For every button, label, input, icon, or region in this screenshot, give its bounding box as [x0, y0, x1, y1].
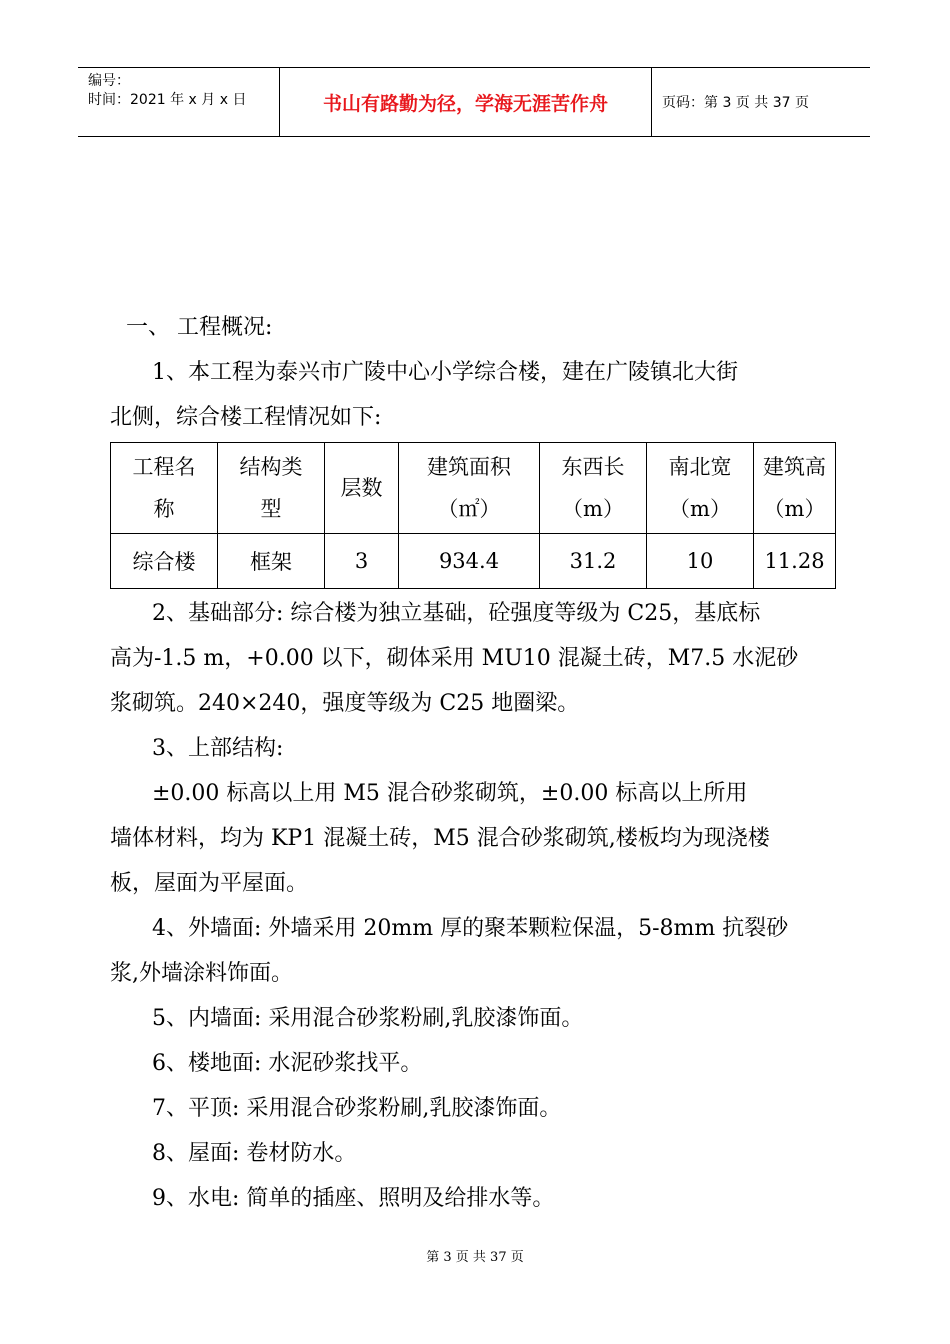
- item8: 8、屋面: 卷材防水。: [152, 1141, 357, 1166]
- header-page-info: 页码：第 3 页 共 37 页: [662, 95, 809, 111]
- item5: 5、内墙面: 采用混合砂浆粉刷,乳胶漆饰面。: [152, 1006, 584, 1031]
- table-cell: 934.4: [399, 534, 540, 589]
- table-header-cell: 东西长 （m）: [540, 443, 647, 534]
- item4-line1: 4、外墙面: 外墙采用 20mm 厚的聚苯颗粒保温，5-8mm 抗裂砂: [152, 916, 789, 941]
- table-cell: 31.2: [540, 534, 647, 589]
- number-label: 编号：: [88, 73, 130, 89]
- project-table: [110, 442, 836, 589]
- table-cell: 3: [325, 534, 399, 589]
- item2-line3: 浆砌筑。240×240，强度等级为 C25 地圈梁。: [110, 691, 580, 716]
- item1-line1: 1、本工程为泰兴市广陵中心小学综合楼，建在广陵镇北大街: [152, 360, 738, 385]
- table-header-cell: 工程名 称: [111, 443, 218, 534]
- item2-line1: 2、基础部分: 综合楼为独立基础，砼强度等级为 C25，基底标: [152, 601, 761, 626]
- document-body: [110, 305, 850, 1221]
- page-footer: 第 3 页 共 37 页: [426, 1250, 524, 1265]
- table-header-cell: 层数: [325, 443, 399, 534]
- table-header-cell: 建筑面积 （㎡）: [399, 443, 540, 534]
- item3-line3: 板，屋面为平屋面。: [110, 871, 309, 896]
- table-row: [111, 534, 836, 589]
- table-header-row: [111, 443, 836, 534]
- item7: 7、平顶: 采用混合砂浆粉刷,乳胶漆饰面。: [152, 1096, 562, 1121]
- header-motto: 书山有路勤为径，学海无涯苦作舟: [280, 68, 652, 136]
- table-header-cell: 南北宽 （m）: [647, 443, 754, 534]
- table-header-cell: 结构类 型: [218, 443, 325, 534]
- item9: 9、水电: 简单的插座、照明及给排水等。: [152, 1186, 555, 1211]
- table-cell: 综合楼: [111, 534, 218, 589]
- section-title: 一、 工程概况:: [126, 315, 273, 340]
- item2-line2: 高为-1.5 m，+0.00 以下，砌体采用 MU10 混凝土砖，M7.5 水泥砂: [110, 646, 799, 671]
- item6: 6、楼地面: 水泥砂浆找平。: [152, 1051, 423, 1076]
- header-meta: [78, 68, 280, 136]
- item3-line2: 墙体材料，均为 KP1 混凝土砖，M5 混合砂浆砌筑,楼板均为现浇楼: [110, 826, 770, 851]
- table-cell: 10: [647, 534, 754, 589]
- table-cell: 11.28: [754, 534, 836, 589]
- item3-title: 3、上部结构:: [152, 736, 284, 761]
- item4-line2: 浆,外墙涂料饰面。: [110, 961, 293, 986]
- item1-line2: 北侧，综合楼工程情况如下:: [110, 405, 382, 430]
- item3-line1: ±0.00 标高以上用 M5 混合砂浆砌筑，±0.00 标高以上所用: [152, 781, 748, 806]
- page-header: [78, 67, 870, 137]
- table-cell: 框架: [218, 534, 325, 589]
- table-header-cell: 建筑高 （m）: [754, 443, 836, 534]
- time-label: 时间：2021 年 x 月 x 日: [88, 92, 247, 108]
